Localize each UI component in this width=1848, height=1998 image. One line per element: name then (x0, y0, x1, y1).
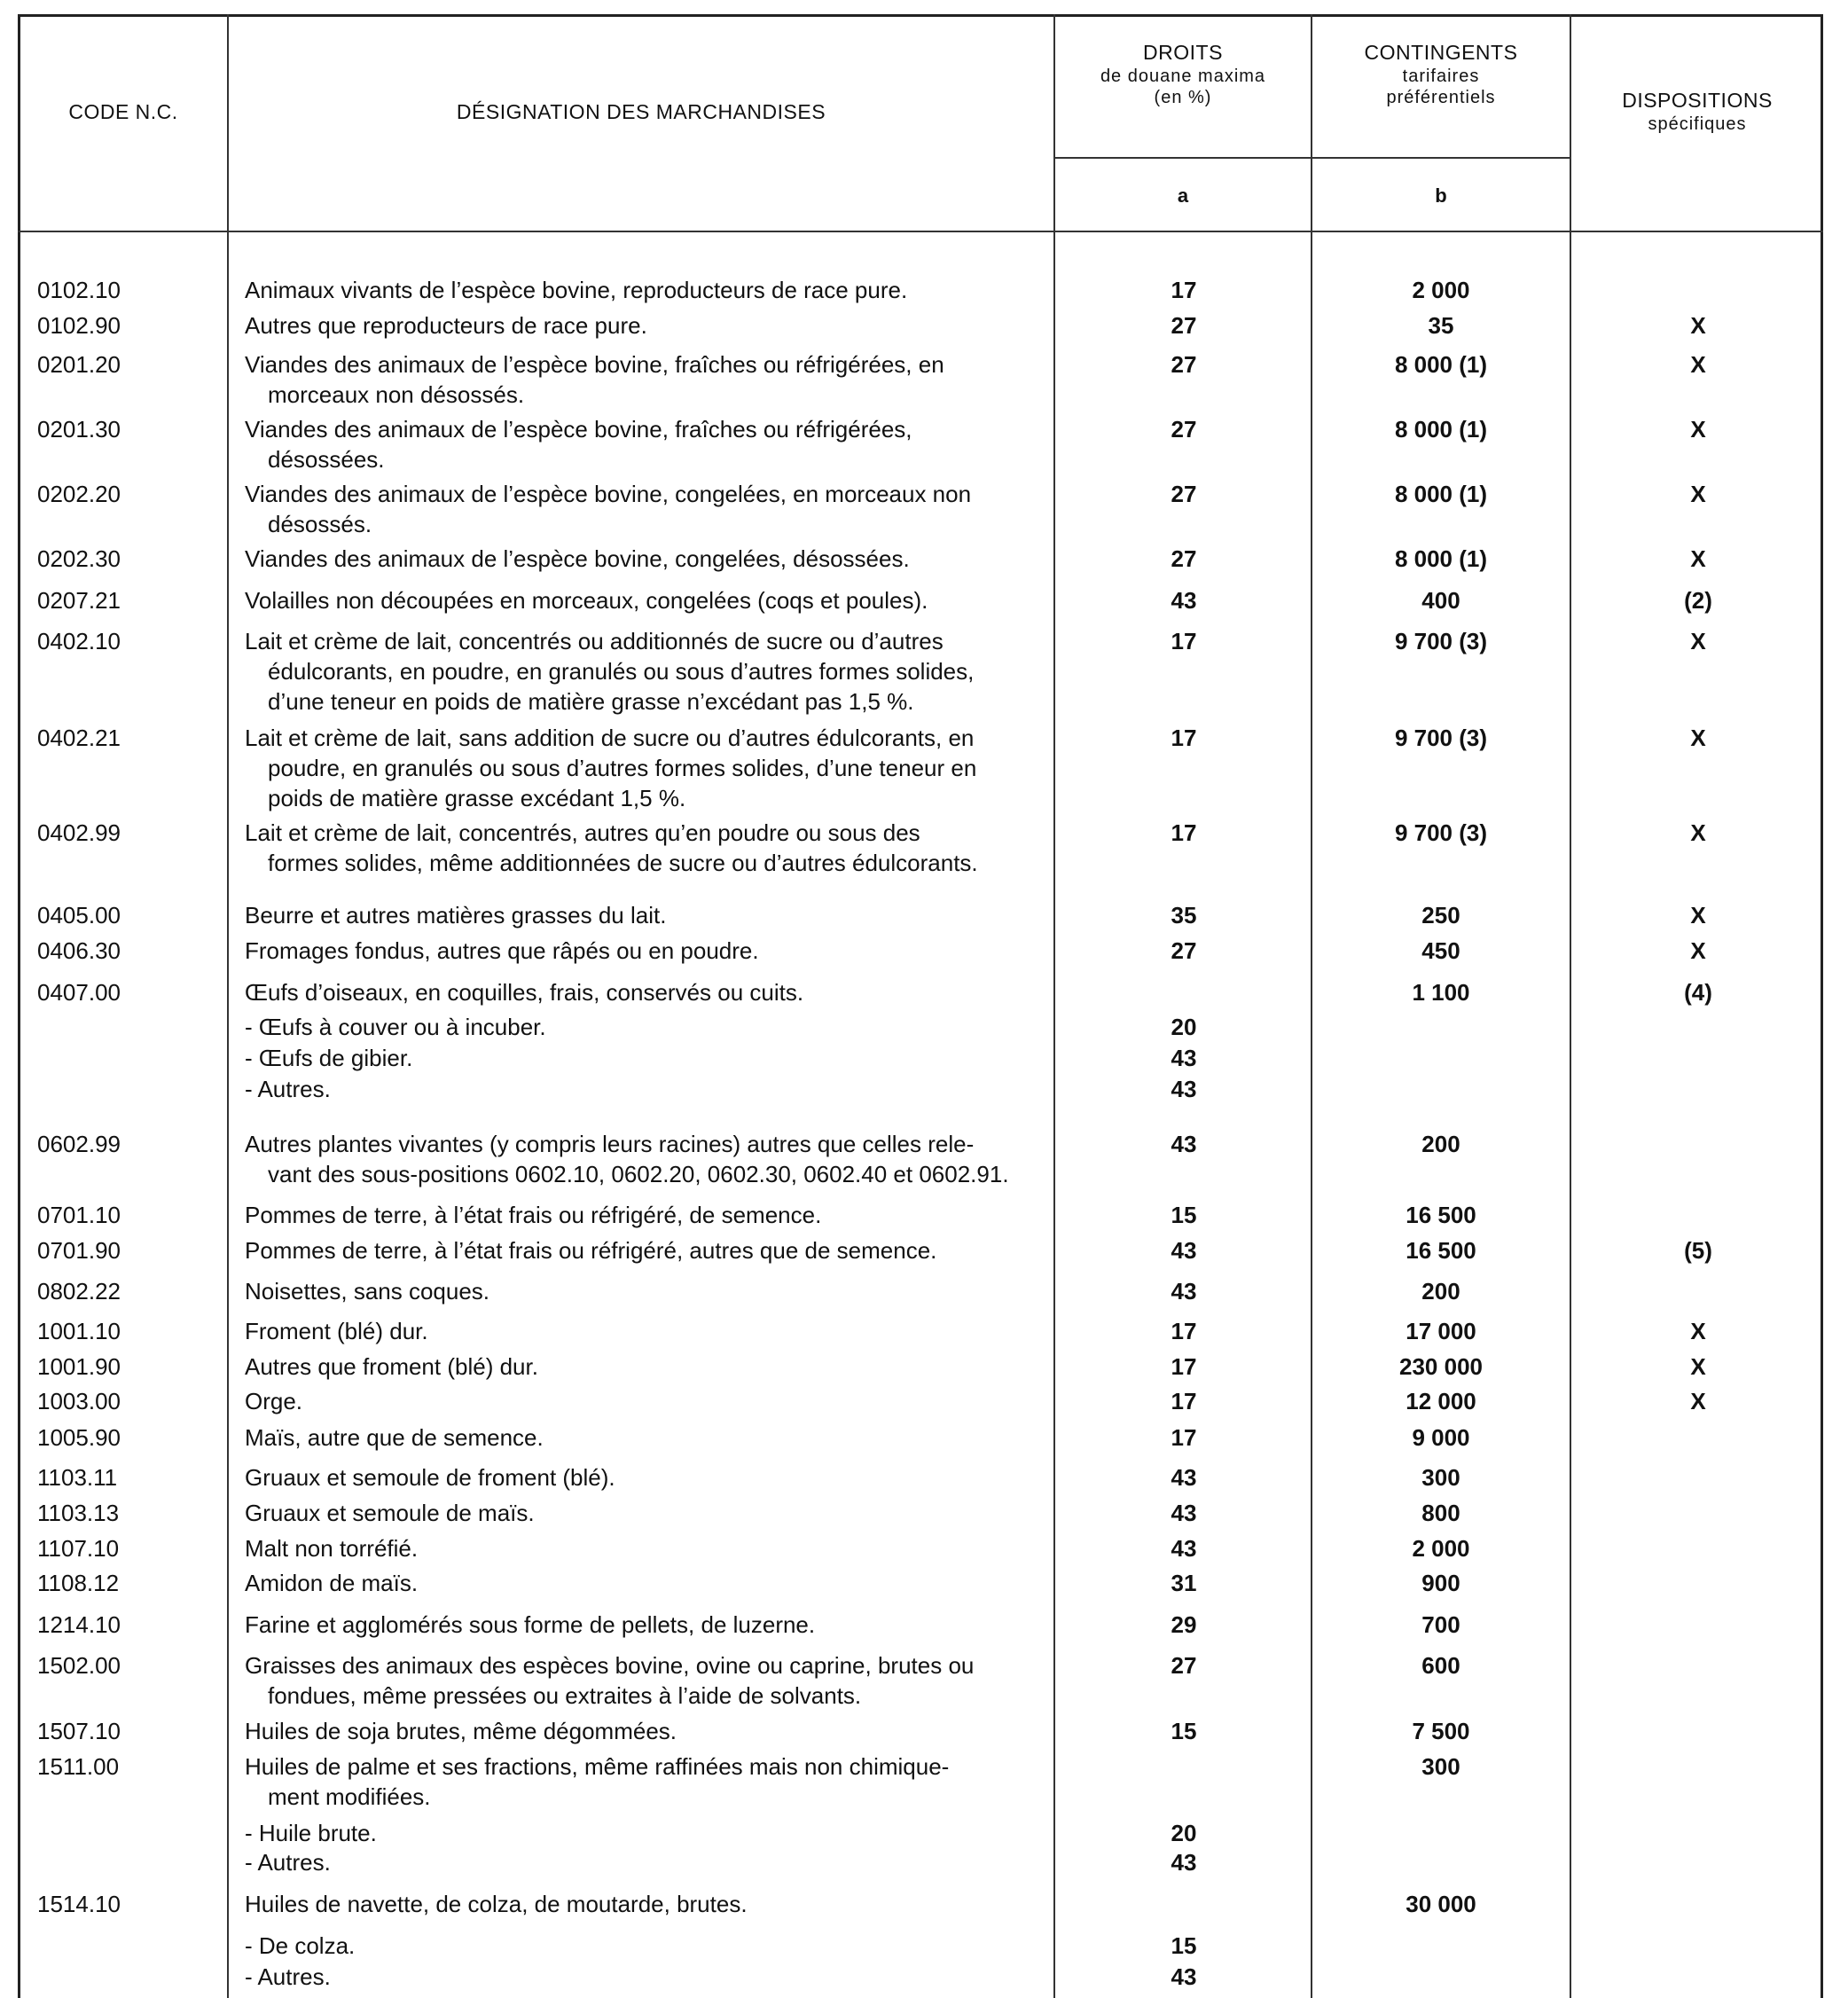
duty-rate: 17 (1171, 819, 1197, 846)
tariff-quota: 16 500 (1406, 1202, 1476, 1228)
description-line: morceaux non désossés. (268, 381, 525, 408)
description-line: Beurre et autres matières grasses du lait. (245, 902, 667, 928)
nc-code: 0405.00 (37, 902, 121, 928)
header-code-label: CODE N.C. (68, 100, 178, 123)
tariff-quota: 12 000 (1406, 1388, 1476, 1414)
nc-code: 1214.10 (37, 1611, 121, 1638)
description-line: Pommes de terre, à l’état frais ou réfrigéré, autres que de semence. (245, 1237, 937, 1264)
duty-rate: 43 (1171, 587, 1197, 614)
duty-rate: 15 (1171, 1202, 1197, 1228)
nc-code: 1001.10 (37, 1318, 121, 1344)
nc-code: 1514.10 (37, 1891, 121, 1917)
goods-description (245, 1498, 1034, 1528)
header-designation-label: DÉSIGNATION DES MARCHANDISES (456, 100, 826, 123)
description-line: - Œufs de gibier. (245, 1045, 413, 1071)
nc-code: 1003.00 (37, 1388, 121, 1414)
goods-description (245, 275, 1034, 305)
description-line: Graisses des animaux des espèces bovine, ovine ou caprine, brutes ou (245, 1652, 975, 1679)
tariff-quota: 30 000 (1406, 1891, 1476, 1917)
duty-rate: 43 (1171, 1464, 1197, 1491)
tariff-quota: 7 500 (1412, 1718, 1470, 1744)
nc-code: 0207.21 (37, 587, 121, 614)
goods-description (245, 585, 1034, 615)
goods-description (245, 900, 1034, 930)
goods-description (245, 1751, 1034, 1812)
goods-description (245, 936, 1034, 966)
header-col-b-label: b (1435, 184, 1447, 207)
tariff-quota: 200 (1421, 1278, 1460, 1305)
goods-description (245, 414, 1034, 474)
header-dispositions-title: DISPOSITIONS (1622, 89, 1773, 112)
specific-provision: X (1690, 1318, 1706, 1344)
description-line: - Autres. (245, 1963, 331, 1990)
nc-code: 0402.10 (37, 628, 121, 654)
description-line: Viandes des animaux de l’espèce bovine, fraîches ou réfrigérées, en (245, 351, 944, 378)
goods-description (245, 818, 1034, 878)
nc-code: 1107.10 (37, 1535, 120, 1562)
tariff-quota: 9 700 (3) (1394, 725, 1488, 751)
specific-provision: X (1690, 628, 1706, 654)
duty-rate: 15 (1171, 1932, 1197, 1959)
goods-description (245, 1316, 1034, 1346)
duty-rate: 43 (1171, 1500, 1197, 1526)
goods-description (245, 1352, 1034, 1382)
goods-description (245, 1043, 1034, 1073)
header-droits-unit: (en %) (1154, 87, 1212, 107)
goods-description (245, 1462, 1034, 1493)
description-line: d’une teneur en poids de matière grasse n’excédant pas 1,5 %. (268, 688, 914, 715)
duty-rate: 15 (1171, 1718, 1197, 1744)
header-droits-sub: de douane maxima (1100, 66, 1266, 86)
duty-rate: 27 (1171, 937, 1197, 964)
nc-code: 1103.13 (37, 1500, 120, 1526)
goods-description (245, 1422, 1034, 1453)
goods-description (245, 1650, 1034, 1711)
description-line: désossés. (268, 511, 372, 537)
goods-description (245, 977, 1034, 1007)
tariff-quota: 9 700 (3) (1394, 628, 1488, 654)
duty-rate: 20 (1171, 1014, 1197, 1040)
goods-description (245, 1889, 1034, 1919)
goods-description (245, 1847, 1034, 1877)
goods-description (245, 310, 1034, 341)
tariff-quota: 2 000 (1412, 1535, 1470, 1562)
duty-rate: 17 (1171, 1388, 1197, 1414)
duty-rate: 17 (1171, 1424, 1197, 1451)
description-line: ment modifiées. (268, 1783, 431, 1810)
nc-code: 1502.00 (37, 1652, 121, 1679)
description-line: Œufs d’oiseaux, en coquilles, frais, conservés ou cuits. (245, 979, 804, 1006)
description-line: Huiles de navette, de colza, de moutarde, brutes. (245, 1891, 748, 1917)
description-line: Malt non torréfié. (245, 1535, 419, 1562)
tariff-quota: 900 (1421, 1570, 1460, 1596)
specific-provision: X (1690, 481, 1706, 507)
nc-code: 0701.10 (37, 1202, 121, 1228)
nc-code: 0201.30 (37, 416, 121, 443)
nc-code: 1511.00 (37, 1753, 120, 1780)
goods-description (245, 1610, 1034, 1640)
specific-provision: X (1690, 1388, 1706, 1414)
goods-description (245, 349, 1034, 410)
nc-code: 0406.30 (37, 937, 121, 964)
goods-description (245, 1533, 1034, 1563)
goods-description (245, 544, 1034, 574)
description-line: Autres plantes vivantes (y compris leurs racines) autres que celles rele- (245, 1131, 975, 1157)
tariff-quota: 17 000 (1406, 1318, 1476, 1344)
description-line: Viandes des animaux de l’espèce bovine, congelées, en morceaux non (245, 481, 972, 507)
nc-code: 0402.99 (37, 819, 121, 846)
duty-rate: 43 (1171, 1535, 1197, 1562)
duty-rate: 17 (1171, 1353, 1197, 1380)
description-line: Lait et crème de lait, concentrés, autres qu’en poudre ou sous des (245, 819, 920, 846)
description-line: Viandes des animaux de l’espèce bovine, fraîches ou réfrigérées, (245, 416, 912, 443)
goods-description (245, 723, 1034, 813)
tariff-quota: 400 (1421, 587, 1460, 614)
duty-rate: 17 (1171, 1318, 1197, 1344)
description-line: Froment (blé) dur. (245, 1318, 428, 1344)
nc-code: 0102.90 (37, 312, 121, 339)
tariff-quota: 800 (1421, 1500, 1460, 1526)
specific-provision: X (1690, 902, 1706, 928)
duty-rate: 27 (1171, 312, 1197, 339)
goods-description (245, 1716, 1034, 1746)
tariff-quota: 9 700 (3) (1394, 819, 1488, 846)
duty-rate: 27 (1171, 1652, 1197, 1679)
description-line: édulcorants, en poudre, en granulés ou sous d’autres formes solides, (268, 658, 975, 685)
description-line: Orge. (245, 1388, 303, 1414)
duty-rate: 43 (1171, 1131, 1197, 1157)
tariff-quota: 2 000 (1412, 277, 1470, 303)
tariff-quota: 8 000 (1) (1394, 481, 1488, 507)
description-line: - Autres. (245, 1849, 331, 1876)
duty-rate: 27 (1171, 545, 1197, 572)
duty-rate: 35 (1171, 902, 1197, 928)
duty-rate: 43 (1171, 1849, 1197, 1876)
goods-description (245, 1276, 1034, 1306)
duty-rate: 43 (1171, 1963, 1197, 1990)
description-line: Gruaux et semoule de maïs. (245, 1500, 535, 1526)
nc-code: 1005.90 (37, 1424, 121, 1451)
description-line: Autres que froment (blé) dur. (245, 1353, 538, 1380)
duty-rate: 29 (1171, 1611, 1197, 1638)
description-line: Amidon de maïs. (245, 1570, 419, 1596)
description-line: - Autres. (245, 1076, 331, 1102)
description-line: Lait et crème de lait, concentrés ou additionnés de sucre ou d’autres (245, 628, 944, 654)
description-line: Gruaux et semoule de froment (blé). (245, 1464, 615, 1491)
duty-rate: 27 (1171, 351, 1197, 378)
specific-provision: X (1690, 545, 1706, 572)
description-line: Maïs, autre que de semence. (245, 1424, 544, 1451)
duty-rate: 17 (1171, 628, 1197, 654)
tariff-quota: 230 000 (1399, 1353, 1483, 1380)
specific-provision: X (1690, 416, 1706, 443)
header-contingents-sub1: tarifaires (1402, 66, 1480, 86)
goods-description (245, 626, 1034, 717)
specific-provision: X (1690, 1353, 1706, 1380)
nc-code: 0202.30 (37, 545, 121, 572)
goods-description (245, 1012, 1034, 1042)
tariff-quota: 8 000 (1) (1394, 416, 1488, 443)
specific-provision: (4) (1684, 979, 1712, 1006)
duty-rate: 43 (1171, 1045, 1197, 1071)
goods-description (245, 1568, 1034, 1598)
nc-code: 0402.21 (37, 725, 121, 751)
goods-description (245, 1962, 1034, 1992)
tariff-quota: 35 (1428, 312, 1454, 339)
description-line: Noisettes, sans coques. (245, 1278, 490, 1305)
goods-description (245, 1386, 1034, 1416)
specific-provision: X (1690, 819, 1706, 846)
description-line: Lait et crème de lait, sans addition de sucre ou d’autres édulcorants, en (245, 725, 975, 751)
goods-description (245, 1818, 1034, 1848)
description-line: Viandes des animaux de l’espèce bovine, congelées, désossées. (245, 545, 910, 572)
description-line: vant des sous-positions 0602.10, 0602.20, 0602.30, 0602.40 et 0602.91. (268, 1161, 1009, 1187)
goods-description (245, 1931, 1034, 1961)
description-line: formes solides, même additionnées de sucre ou d’autres édulcorants. (268, 850, 978, 876)
description-line: Huiles de soja brutes, même dégommées. (245, 1718, 677, 1744)
tariff-quota: 600 (1421, 1652, 1460, 1679)
nc-code: 0102.10 (37, 277, 121, 303)
tariff-quota: 8 000 (1) (1394, 545, 1488, 572)
nc-code: 0701.90 (37, 1237, 121, 1264)
tariff-quota: 16 500 (1406, 1237, 1476, 1264)
description-line: - Huile brute. (245, 1820, 377, 1846)
nc-code: 1108.12 (37, 1570, 120, 1596)
nc-code: 0602.99 (37, 1131, 121, 1157)
specific-provision: X (1690, 725, 1706, 751)
tariff-quota: 200 (1421, 1131, 1460, 1157)
description-line: Autres que reproducteurs de race pure. (245, 312, 647, 339)
tariff-quota: 1 100 (1412, 979, 1470, 1006)
tariff-quota: 9 000 (1412, 1424, 1470, 1451)
description-line: Farine et agglomérés sous forme de pellets, de luzerne. (245, 1611, 816, 1638)
description-line: Animaux vivants de l’espèce bovine, reproducteurs de race pure. (245, 277, 908, 303)
description-line: Fromages fondus, autres que râpés ou en poudre. (245, 937, 759, 964)
header-contingents-title: CONTINGENTS (1364, 41, 1518, 64)
specific-provision: X (1690, 937, 1706, 964)
nc-code: 1507.10 (37, 1718, 121, 1744)
description-line: - De colza. (245, 1932, 356, 1959)
specific-provision: (2) (1684, 587, 1712, 614)
duty-rate: 17 (1171, 725, 1197, 751)
nc-code: 0802.22 (37, 1278, 121, 1305)
header-dispositions-sub: spécifiques (1648, 114, 1747, 134)
header-contingents-sub2: préférentiels (1386, 87, 1496, 107)
description-line: Pommes de terre, à l’état frais ou réfrigéré, de semence. (245, 1202, 822, 1228)
header-droits-title: DROITS (1143, 41, 1223, 64)
tariff-quota: 250 (1421, 902, 1460, 928)
specific-provision: (5) (1684, 1237, 1712, 1264)
tariff-quota: 450 (1421, 937, 1460, 964)
description-line: désossées. (268, 446, 385, 473)
duty-rate: 31 (1171, 1570, 1197, 1596)
goods-description (245, 1074, 1034, 1104)
tariff-quota: 300 (1421, 1753, 1460, 1780)
duty-rate: 27 (1171, 416, 1197, 443)
duty-rate: 27 (1171, 481, 1197, 507)
description-line: Volailles non découpées en morceaux, congelées (coqs et poules). (245, 587, 928, 614)
description-line: - Œufs à couver ou à incuber. (245, 1014, 546, 1040)
goods-description (245, 1129, 1034, 1189)
duty-rate: 43 (1171, 1237, 1197, 1264)
specific-provision: X (1690, 351, 1706, 378)
nc-code: 1103.11 (37, 1464, 118, 1491)
nc-code: 0201.20 (37, 351, 121, 378)
tariff-quota: 700 (1421, 1611, 1460, 1638)
description-line: poids de matière grasse excédant 1,5 %. (268, 785, 686, 811)
nc-code: 0407.00 (37, 979, 121, 1006)
header-col-a-label: a (1177, 184, 1189, 207)
goods-description (245, 1200, 1034, 1230)
nc-code: 1001.90 (37, 1353, 121, 1380)
tariff-quota: 300 (1421, 1464, 1460, 1491)
duty-rate: 43 (1171, 1076, 1197, 1102)
duty-rate: 20 (1171, 1820, 1197, 1846)
description-line: fondues, même pressées ou extraites à l’aide de solvants. (268, 1682, 862, 1709)
description-line: poudre, en granulés ou sous d’autres formes solides, d’une teneur en (268, 755, 977, 781)
specific-provision: X (1690, 312, 1706, 339)
goods-description (245, 1235, 1034, 1265)
duty-rate: 17 (1171, 277, 1197, 303)
tariff-quota: 8 000 (1) (1394, 351, 1488, 378)
description-line: Huiles de palme et ses fractions, même raffinées mais non chimique- (245, 1753, 950, 1780)
duty-rate: 43 (1171, 1278, 1197, 1305)
nc-code: 0202.20 (37, 481, 121, 507)
goods-description (245, 479, 1034, 539)
